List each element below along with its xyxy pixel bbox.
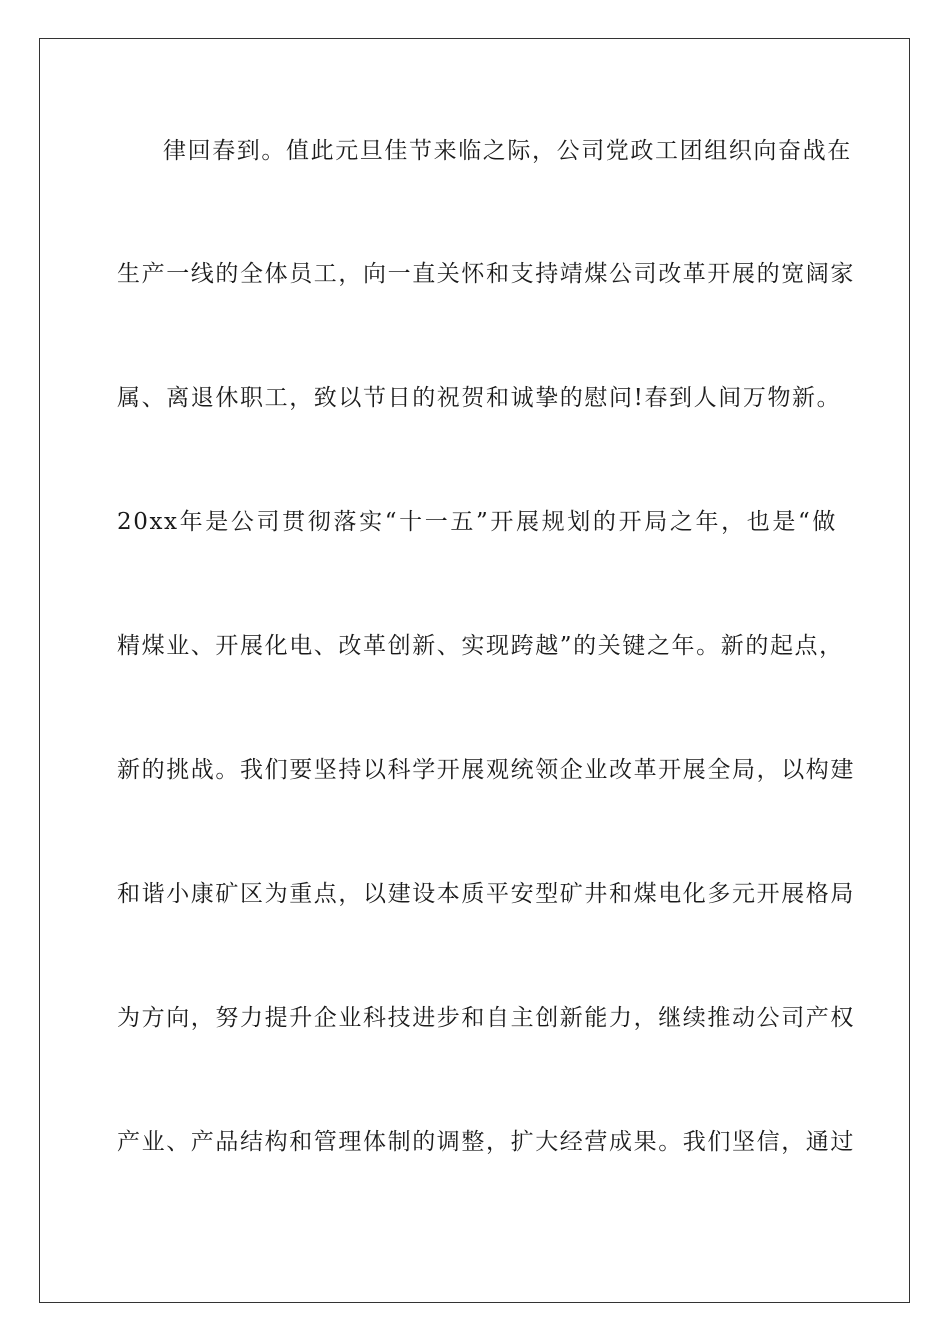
paragraph-line-6: 新的挑战。我们要坚持以科学开展观统领企业改革开展全局，以构建 [117, 757, 855, 783]
paragraph-line-7: 和谐小康矿区为重点，以建设本质平安型矿井和煤电化多元开展格局 [117, 881, 855, 907]
paragraph-line-2: 生产一线的全体员工，向一直关怀和支持靖煤公司改革开展的宽阔家 [117, 261, 855, 287]
paragraph-line-9: 产业、产品结构和管理体制的调整，扩大经营成果。我们坚信，通过 [117, 1129, 855, 1155]
paragraph-line-3: 属、离退休职工，致以节日的祝贺和诚挚的慰问!春到人间万物新。 [117, 385, 842, 411]
paragraph-line-5: 精煤业、开展化电、改革创新、实现跨越”的关键之年。新的起点， [117, 633, 844, 659]
paragraph-line-1: 律回春到。值此元旦佳节来临之际，公司党政工团组织向奋战在 [163, 138, 852, 164]
page-border [39, 38, 910, 1303]
paragraph-line-8: 为方向，努力提升企业科技进步和自主创新能力，继续推动公司产权 [117, 1005, 855, 1031]
paragraph-line-4: 20xx年是公司贯彻落实“十一五”开展规划的开局之年，也是“做 [117, 509, 837, 535]
